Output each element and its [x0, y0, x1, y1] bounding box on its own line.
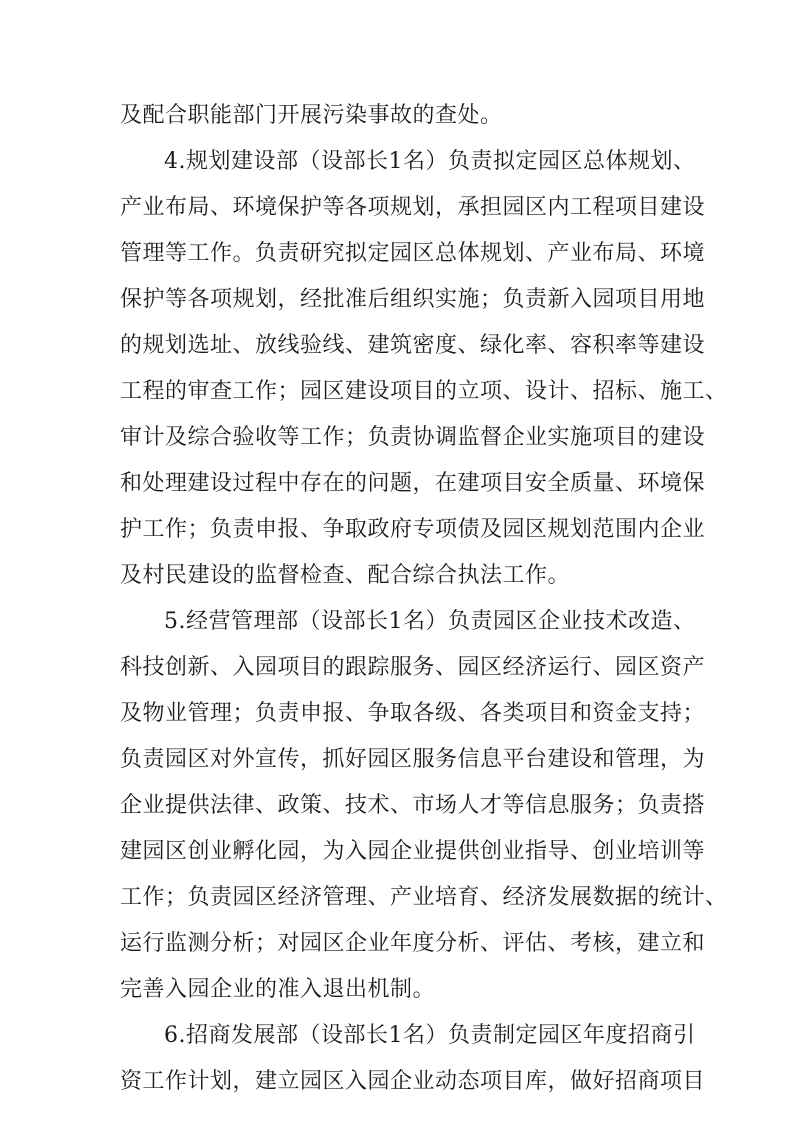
text-line-12: 5.经营管理部（设部长1名）负责园区企业技术改造、: [164, 609, 696, 634]
text-line-18: 工作；负责园区经济管理、产业培育、经济发展数据的统计、: [120, 885, 728, 910]
text-line-10: 护工作；负责申报、争取政府专项债及园区规划范围内企业: [120, 517, 706, 542]
text-line-22: 资工作计划，建立园区入园企业动态项目库，做好招商项目: [120, 1069, 706, 1094]
text-line-21: 6.招商发展部（设部长1名）负责制定园区年度招商引: [164, 1023, 696, 1048]
text-line-9: 和处理建设过程中存在的问题，在建项目安全质量、环境保: [120, 471, 706, 496]
text-line-2: 4.规划建设部（设部长1名）负责拟定园区总体规划、: [164, 149, 696, 174]
text-line-19: 运行监测分析；对园区企业年度分析、评估、考核，建立和: [120, 931, 706, 956]
text-line-1: 及配合职能部门开展污染事故的查处。: [120, 103, 503, 128]
text-line-3: 产业布局、环境保护等各项规划，承担园区内工程项目建设: [120, 195, 706, 220]
text-line-4: 管理等工作。负责研究拟定园区总体规划、产业布局、环境: [120, 241, 706, 266]
text-line-7: 工程的审查工作；园区建设项目的立项、设计、招标、施工、: [120, 379, 728, 404]
text-line-17: 建园区创业孵化园，为入园企业提供创业指导、创业培训等: [120, 839, 706, 864]
text-line-20: 完善入园企业的准入退出机制。: [120, 977, 436, 1002]
text-line-16: 企业提供法律、政策、技术、市场人才等信息服务；负责搭: [120, 793, 706, 818]
text-line-6: 的规划选址、放线验线、建筑密度、绿化率、容积率等建设: [120, 333, 706, 358]
text-line-15: 负责园区对外宣传，抓好园区服务信息平台建设和管理，为: [120, 747, 706, 772]
text-line-5: 保护等各项规划，经批准后组织实施；负责新入园项目用地: [120, 287, 706, 312]
text-line-13: 科技创新、入园项目的跟踪服务、园区经济运行、园区资产: [120, 655, 706, 680]
text-line-11: 及村民建设的监督检查、配合综合执法工作。: [120, 563, 571, 588]
text-line-14: 及物业管理；负责申报、争取各级、各类项目和资金支持；: [120, 701, 706, 726]
text-line-8: 审计及综合验收等工作；负责协调监督企业实施项目的建设: [120, 425, 706, 450]
